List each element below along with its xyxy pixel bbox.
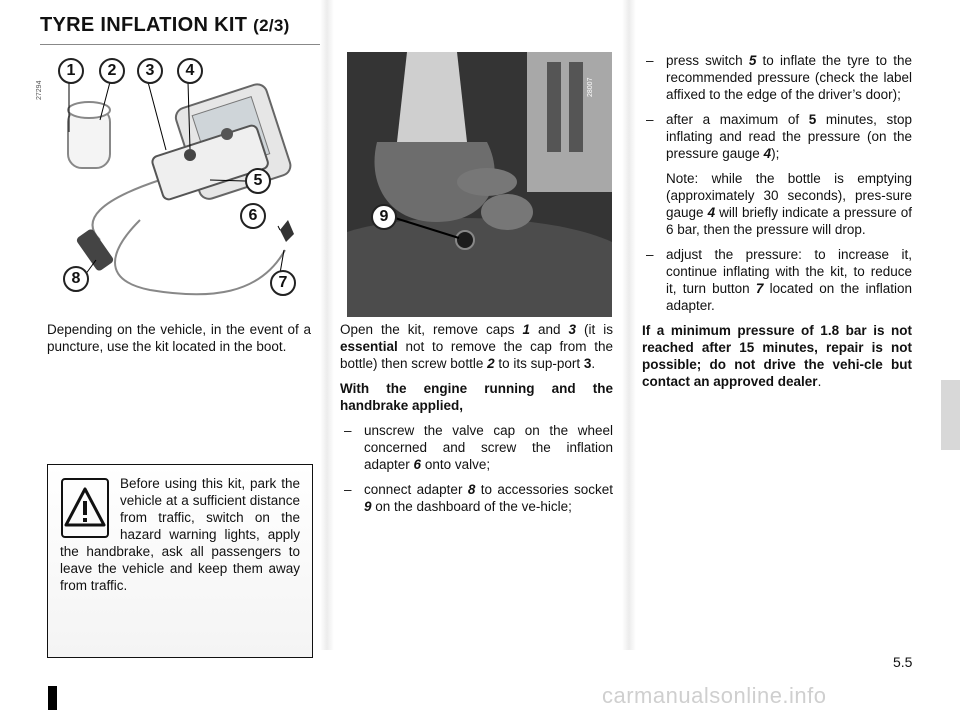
- list-item: – adjust the pressure: to increase it, continue inflating with the kit, to reduce it, turn button 7 located on the inflation adapter.: [646, 247, 912, 313]
- column-divider: [622, 0, 636, 650]
- title-part: (2/3): [253, 16, 290, 35]
- dashboard-drawing: [347, 52, 612, 317]
- intro-text: Depending on the vehicle, in the event of a puncture, use the kit located in the boot.: [47, 322, 311, 354]
- warning-icon: [60, 477, 110, 539]
- page-title: [40, 14, 290, 37]
- warning-text: Before using this kit, park the vehicle at a sufficient distance from traffic, switch on the hazard warning lights, apply the handbrake, ask all passengers to leave the vehicle and keep them away from traffic.: [60, 476, 300, 593]
- warning-box: [47, 464, 313, 658]
- corner-mark: [48, 686, 57, 710]
- page-number: 5.5: [893, 654, 913, 670]
- callout-2: 2: [99, 58, 125, 84]
- kit-illustration: [36, 50, 320, 312]
- note-text: Note: while the bottle is emptying (approximately 30 seconds), pres-sure gauge 4 will briefly indicate a pressure of 6 bar, then the pressure will drop.: [666, 171, 912, 237]
- left-column: [47, 321, 311, 363]
- callout-9: 9: [371, 204, 397, 230]
- figure-ref: 27294: [36, 80, 43, 100]
- list-item: – press switch 5 to inflate the tyre to the recommended pressure (check the label affixed to the edge of the driver’s door);: [646, 53, 912, 102]
- callout-1: 1: [58, 58, 84, 84]
- section-tab: [941, 380, 960, 450]
- title-text: TYRE INFLATION KIT: [40, 14, 248, 36]
- list-item: – after a maximum of 5 minutes, stop inflating and read the pressure (on the pressure gauge 4);: [646, 112, 912, 161]
- callout-5: 5: [245, 168, 271, 194]
- callout-3: 3: [137, 58, 163, 84]
- list-item: – connect adapter 8 to accessories socket 9 on the dashboard of the ve-hicle;: [344, 482, 613, 514]
- callout-8: 8: [63, 266, 89, 292]
- callout-4: 4: [177, 58, 203, 84]
- engine-heading: With the engine running and the handbrake applied,: [340, 381, 613, 413]
- callout-6: 6: [240, 203, 266, 229]
- middle-column: [340, 321, 613, 523]
- final-warning: If a minimum pressure of 1.8 bar is not reached after 15 minutes, repair is not possible; do not drive the vehi-cle but contact an approved dealer.: [642, 323, 912, 389]
- list-item: – unscrew the valve cap on the wheel concerned and screw the inflation adapter 6 onto valve;: [344, 423, 613, 472]
- right-column: [642, 52, 912, 398]
- callout-7: 7: [270, 270, 296, 296]
- watermark: carmanualsonline.info: [602, 683, 827, 708]
- column-divider: [320, 0, 334, 650]
- title-rule: [40, 44, 320, 45]
- open-kit-paragraph: Open the kit, remove caps 1 and 3 (it is essential not to remove the cap from the bottle) then screw bottle 2 to its sup-port 3.: [340, 322, 613, 371]
- dashboard-photo: [347, 52, 612, 317]
- warning-content: [60, 475, 300, 594]
- figure-ref: 28007: [587, 77, 594, 97]
